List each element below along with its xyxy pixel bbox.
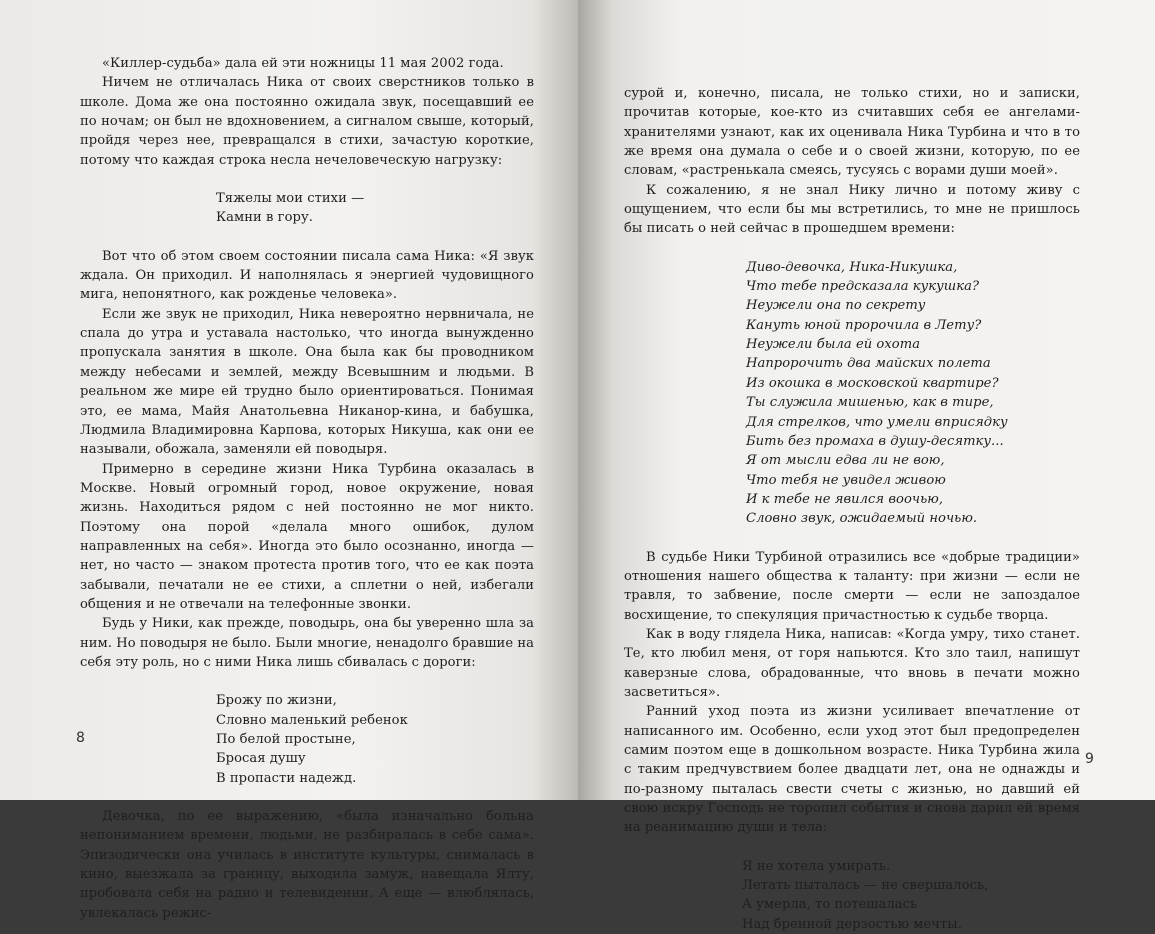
verse-line: Брожу по жизни,: [216, 693, 337, 709]
verse-line: Я от мысли едва ли не вою,: [746, 453, 945, 469]
verse-line: Бросая душу: [216, 751, 306, 767]
poem-excerpt: [742, 857, 1080, 934]
verse-line: Тяжелы мои стихи —: [216, 191, 365, 207]
verse-line: Кануть юной пророчила в Лету?: [746, 317, 982, 333]
page-number: 8: [76, 730, 85, 746]
verse-line: Словно звук, ожидаемый ночью.: [746, 511, 978, 527]
paragraph: Девочка, по ее выражению, «была изначально больна непониманием времени, людьми, не разбиралась в себе сама». Эпизодически она училась в институте культуры, снималась в кино, выезжала за границу, выходила замуж, навещала Ялту, пробовала себя на радио и телевидении. А еще — влюблялась, увлекалась режис-: [80, 809, 534, 921]
verse-line: Летать пыталась — не свершалось,: [742, 878, 989, 894]
verse-line: Из окошка в московской квартире?: [746, 375, 999, 391]
poem-excerpt: [216, 691, 534, 788]
left-page: [0, 0, 578, 921]
poem: [746, 258, 1080, 529]
verse-line: В пропасти надежд.: [216, 770, 357, 786]
verse-line: И к тебе не явился воочью,: [746, 491, 944, 507]
right-page-text: [624, 84, 1080, 934]
verse-line: Диво-девочка, Ника-Никушка,: [746, 259, 958, 275]
paragraph: Как в воду глядела Ника, написав: «Когда умру, тихо станет. Те, кто любил меня, от горя напьются. Кто зло таил, напишут каверзные слова, обрадованные, что вновь в печати можно засветиться».: [624, 626, 1080, 700]
verse-line: Словно маленький ребенок: [216, 712, 408, 728]
paragraph: Ранний уход поэта из жизни усиливает впечатление от написанного им. Особенно, если уход этот был предопределен самим поэтом еще в дошкольном возрасте. Ника Турбина жила с таким предчувствием более двадцати лет, она не однажды и по-разному пыталась свести счеты с жизнью, но давший ей свою искру Господь не торопил события и снова дарил ей время на реанимацию души и тела:: [624, 704, 1080, 836]
verse-line: Ты служила мишенью, как в тире,: [746, 395, 994, 411]
verse-line: Бить без промаха в душу-десятку...: [746, 433, 1004, 449]
paragraph: «Киллер-судьба» дала ей эти ножницы 11 мая 2002 года.: [102, 56, 504, 71]
verse-line: По белой простыне,: [216, 732, 356, 747]
paragraph: Вот что об этом своем состоянии писала сама Ника: «Я звук ждала. Он приходил. И наполнялась я энергией чудовищного мига, непонятного, как рожденье человека».: [80, 248, 534, 303]
verse-line: Я не хотела умирать.: [742, 858, 891, 874]
verse-line: Над бренной дерзостью мечты.: [742, 916, 962, 932]
paragraph: Если же звук не приходил, Ника невероятно нервничала, не спала до утра и уставала настолько, что иногда вынужденно пропускала занятия в школе. Она была как бы проводником между небесами и землей, между Всевышним и людьми. В реальном же мире ей трудно было ориентироваться. Понимая это, ее мама, Майя Анатольевна Никанор-кина, и бабушка, Людмила Владимировна Карпова, которых Никуша, как они ее называли, обожала, заменяли ей поводыря.: [80, 306, 534, 458]
poem-excerpt: [216, 189, 534, 228]
paragraph: В судьбе Ники Турбиной отразились все «добрые традиции» отношения нашего общества к таланту: при жизни — если не травля, то забвение, после смерти — если не запоздалое восхищение, то спекуляция причастностью к судьбе творца.: [624, 549, 1080, 623]
verse-line: Что тебе предсказала кукушка?: [746, 279, 980, 295]
verse-line: Неужели была ей охота: [746, 337, 921, 353]
paragraph: Ничем не отличалась Ника от своих сверстников только в школе. Дома же она постоянно ожидала звук, посещавший ее по ночам; он был не вдохновением, а сигналом свыше, который, пройдя через нее, превращался в стихи, зачастую короткие, потому что каждая строка несла нечеловеческую нагрузку:: [80, 75, 534, 168]
verse-line: Камни в гору.: [216, 210, 313, 226]
paragraph: сурой и, конечно, писала, не только стихи, но и записки, прочитав которые, кое-кто из считавших себя ее ангелами-хранителями узнают, как их оценивала Ника Турбина и что в то же время она думала о себе и о своей жизни, которую, по ее словам, «растренькала смеясь, тусуясь с ворами души моей».: [624, 86, 1080, 179]
verse-line: Напророчить два майских полета: [746, 356, 991, 372]
right-page: [578, 0, 1155, 932]
paragraph: К сожалению, я не знал Нику лично и потому живу с ощущением, что если бы мы встретились, то мне не пришлось бы писать о ней сейчас в прошедшем времени:: [624, 182, 1080, 237]
left-page-text: [80, 54, 534, 923]
verse-line: Для стрелков, что умели вприсядку: [746, 414, 1008, 430]
page-number: 9: [1085, 751, 1094, 767]
verse-line: Что тебя не увидел живою: [746, 472, 946, 488]
paragraph: Будь у Ники, как прежде, поводырь, она бы уверенно шла за ним. Но поводыря не было. Были многие, ненадолго бравшие на себя эту роль, но с ними Ника лишь сбивалась с дороги:: [80, 616, 534, 670]
verse-line: А умерла, то потешалась: [742, 897, 918, 913]
verse-line: Неужели она по секрету: [746, 298, 926, 314]
paragraph: Примерно в середине жизни Ника Турбина оказалась в Москве. Новый огромный город, новое окружение, новая жизнь. Находиться рядом с ней постоянно не мог никто. Поэтому она порой «делала много ошибок, дулом направленных на себя». Иногда это было осознанно, иногда — нет, но часто — знаком протеста против того, что ее как поэта забывали, печатали не ее стихи, а сплетни о ней, избегали общения и не отвечали на телефонные звонки.: [80, 461, 534, 612]
